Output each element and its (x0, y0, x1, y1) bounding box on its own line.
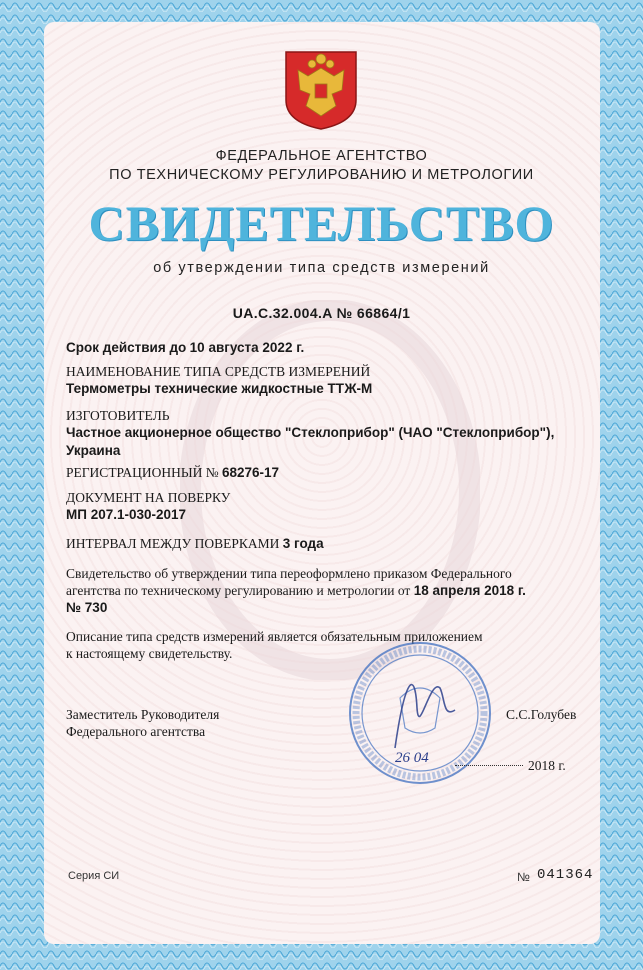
reissue-line-2 (66, 582, 586, 599)
certificate-number: UA.C.32.004.A № 66864/1 (232, 305, 411, 321)
serial-number-sign: № (517, 870, 530, 884)
agency-line-1: ФЕДЕРАЛЬНОЕ АГЕНТСТВО (215, 148, 428, 164)
reissue-date: 18 апреля 2018 г. (413, 583, 526, 598)
manufacturer-label: ИЗГОТОВИТЕЛЬ (66, 408, 170, 423)
manufacturer-value-line-1: Частное акционерное общество "Стеклоприбор" (ЧАО "Стеклоприбор"), (66, 425, 555, 440)
agency-line-2: ПО ТЕХНИЧЕСКОМУ РЕГУЛИРОВАНИЮ И МЕТРОЛОГИИ (109, 167, 534, 183)
reissue-line-1: Свидетельство об утверждении типа переоформлено приказом Федерального (66, 566, 512, 581)
sign-year: 2018 г. (528, 758, 566, 773)
validity-value: 10 августа 2022 г. (189, 340, 305, 355)
date-dotted-line (455, 765, 523, 766)
type-label: НАИМЕНОВАНИЕ ТИПА СРЕДСТВ ИЗМЕРЕНИЙ (66, 364, 371, 379)
serial-number: 041364 (537, 867, 594, 883)
annex-paragraph (66, 628, 586, 662)
registration-label: РЕГИСТРАЦИОННЫЙ № (66, 465, 219, 480)
annex-line-2: к настоящему свидетельству. (66, 646, 233, 661)
series-label: Серия СИ (68, 870, 120, 882)
registration-value: 68276-17 (222, 465, 280, 480)
manufacturer-value-line-2: Украина (66, 443, 121, 458)
annex-line-1: Описание типа средств измерений является обязательным приложением (66, 629, 483, 644)
signer-name: С.С.Голубев (506, 707, 577, 722)
registration-row (66, 465, 279, 481)
verification-doc-value: МП 207.1-030-2017 (66, 507, 187, 522)
coat-of-arms-icon (282, 50, 360, 130)
document-subtitle: об утверждении типа средств измерений (153, 260, 490, 276)
validity-label: Срок действия до (66, 340, 187, 355)
reissue-paragraph (66, 565, 586, 616)
reissue-order-number: № 730 (66, 600, 108, 615)
interval-value: 3 года (282, 536, 324, 551)
interval-label: ИНТЕРВАЛ МЕЖДУ ПОВЕРКАМИ (66, 536, 280, 551)
document-title: СВИДЕТЕЛЬСТВО (88, 195, 555, 251)
signer-title-line-1: Заместитель Руководителя (66, 707, 220, 722)
reissue-line-2-text: агентства по техническому регулированию и метрологии от (66, 583, 411, 598)
verification-doc-label: ДОКУМЕНТ НА ПОВЕРКУ (66, 490, 231, 505)
interval-row (66, 536, 324, 552)
type-value: Термометры технические жидкостные ТТЖ-М (66, 381, 373, 396)
signer-title-line-2: Федерального агентства (66, 724, 206, 739)
validity-row (66, 340, 304, 356)
handwritten-date: 26 04 (395, 750, 429, 766)
